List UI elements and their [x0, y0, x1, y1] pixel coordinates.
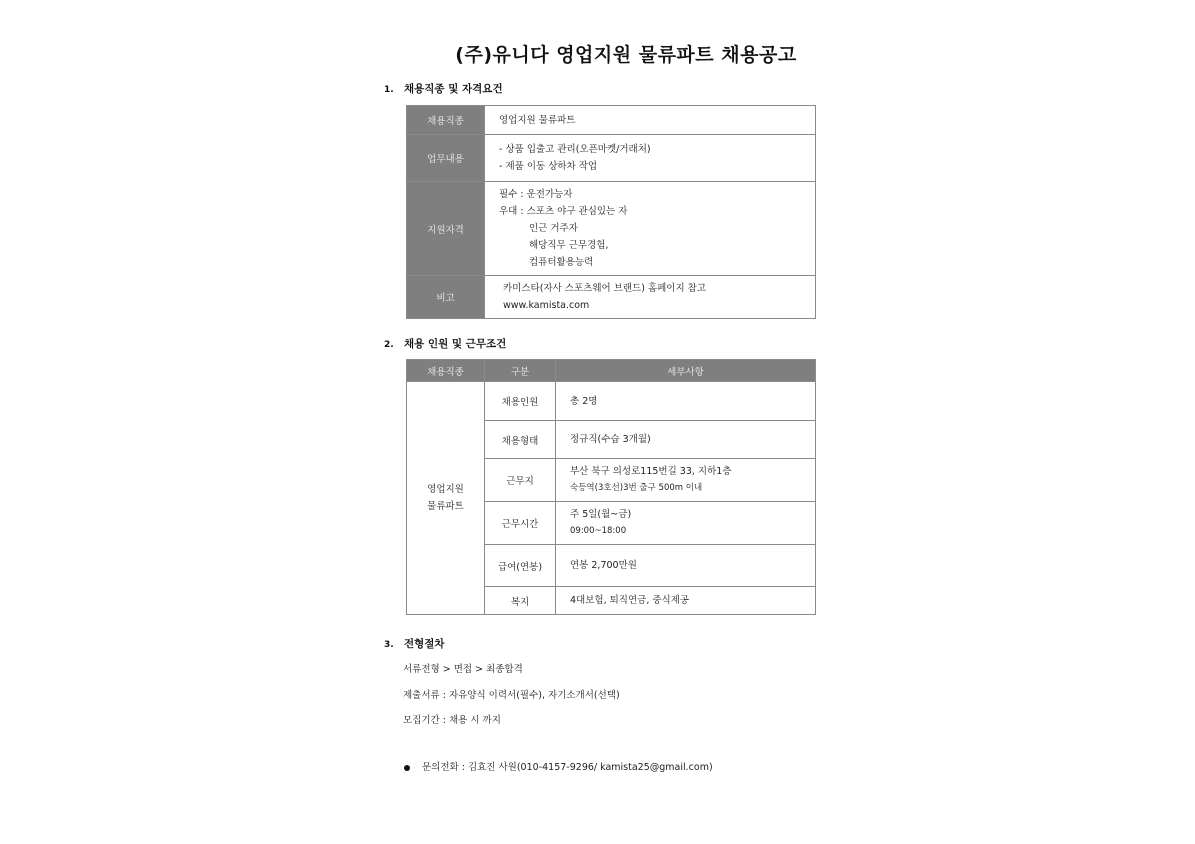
period-line: 모집기간 : 채용 시 까지 [403, 715, 501, 726]
row-label-benefits: 복지 [485, 587, 556, 615]
row-label-job: 채용직종 [407, 106, 485, 135]
row-label-salary: 급여(연봉) [485, 545, 556, 587]
section-3-title: 전형절차 [404, 638, 445, 650]
row-label-employment-type: 채용형태 [485, 421, 556, 459]
documents-line: 제출서류 : 자유양식 이력서(필수), 자기소개서(선택) [403, 690, 620, 701]
table-row [407, 106, 816, 135]
header-job: 채용직종 [407, 360, 485, 382]
row-value-headcount: 총 2명 [556, 382, 816, 421]
section-1-number: 1. [384, 85, 394, 95]
row-label-qualifications: 지원자격 [407, 182, 485, 276]
row-value-remarks: 카미스타(자사 스포츠웨어 브랜드) 홈페이지 참고 www.kamista.com [485, 276, 816, 319]
header-details: 세부사항 [556, 360, 816, 382]
row-label-duties: 업무내용 [407, 135, 485, 182]
table-row [407, 276, 816, 319]
table-header-row [407, 360, 816, 382]
section-2-heading [384, 336, 506, 351]
row-label-remarks: 비고 [407, 276, 485, 319]
job-cell: 영업지원 물류파트 [407, 382, 485, 615]
row-value-job: 영업지원 물류파트 [485, 106, 816, 135]
table-row [407, 135, 816, 182]
row-label-location: 근무지 [485, 459, 556, 502]
table-row [407, 382, 816, 421]
section-2-title: 채용 인원 및 근무조건 [404, 338, 507, 350]
page-title: (주)유니다 영업지원 물류파트 채용공고 [455, 44, 797, 66]
row-value-salary: 연봉 2,700만원 [556, 545, 816, 587]
section-3-number: 3. [384, 640, 394, 650]
contact-text: 문의전화 : 김효진 사원(010-4157-9296/ kamista25@gmail.com) [422, 762, 713, 773]
homepage-link[interactable]: www.kamista.com [503, 300, 590, 311]
table-row [407, 182, 816, 276]
process-line: 서류전형 > 면접 > 최종합격 [403, 664, 523, 675]
section-3-heading [384, 636, 445, 651]
section-1-title: 채용직종 및 자격요건 [404, 83, 503, 95]
row-value-location: 부산 북구 의성로115번길 33, 지하1층 숙등역(3호선)3번 출구 500m 이내 [556, 459, 816, 502]
row-value-qualifications: 필수 : 운전가능자 우대 : 스포츠 야구 관심있는 자 인근 거주자 해당직무 근무경험, 컴퓨터활용능력 [485, 182, 816, 276]
row-value-duties: - 상품 입출고 관리(오픈마켓/거래처) - 제품 이동 상하차 작업 [485, 135, 816, 182]
row-label-headcount: 채용인원 [485, 382, 556, 421]
row-value-benefits: 4대보험, 퇴직연금, 중식제공 [556, 587, 816, 615]
row-value-hours: 주 5일(월~금) 09:00~18:00 [556, 502, 816, 545]
row-value-employment-type: 정규직(수습 3개월) [556, 421, 816, 459]
section-1-heading [384, 81, 503, 96]
header-category: 구분 [485, 360, 556, 382]
contact-line [404, 759, 713, 773]
conditions-table [406, 359, 816, 615]
bullet-icon [404, 765, 410, 771]
section-2-number: 2. [384, 340, 394, 350]
row-label-hours: 근무시간 [485, 502, 556, 545]
qualification-table [406, 105, 816, 319]
